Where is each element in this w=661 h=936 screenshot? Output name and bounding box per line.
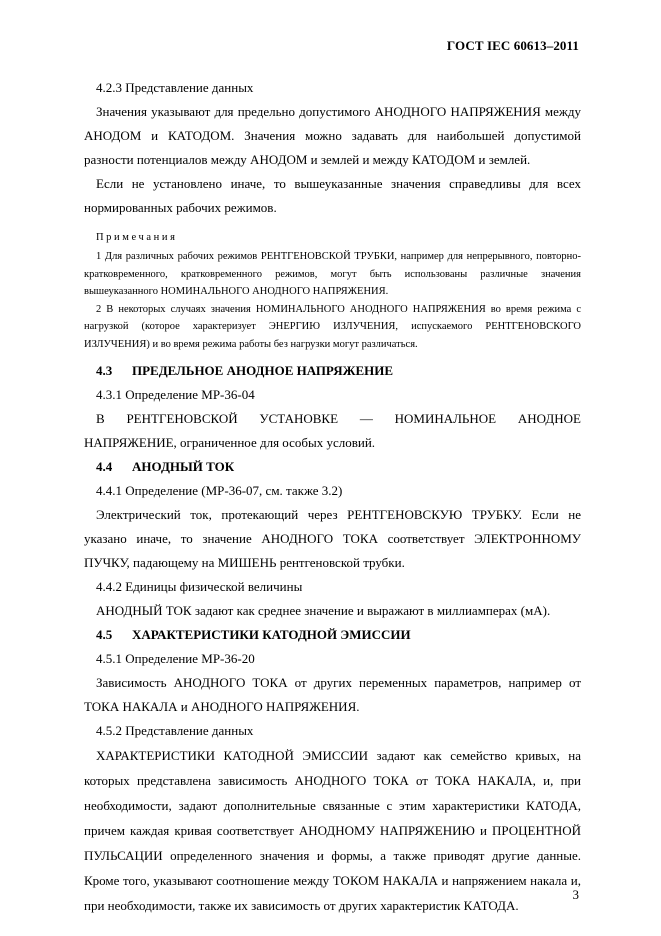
heading-4-5-number: 4.5 [96,627,113,642]
section-4-2-3-paragraph-1: Значения указывают для предельно допустимого АНОДНОГО НАПРЯЖЕНИЯ между АНОДОМ и КАТОДОМ. Значения можно задавать для наибольшей допустимой разности потенциалов между АНОДОМ и землей и между КАТОДОМ и землей. [84,104,581,167]
page-content [84,76,581,918]
section-4-4-1-paragraph-1: Электрический ток, протекающий через РЕНТГЕНОВСКУЮ ТРУБКУ. Если не указано иначе, то значение АНОДНОГО ТОКА соответствует ЭЛЕКТРОННОМУ ПУЧКУ, падающему на МИШЕНЬ рентгеновской трубки. [84,507,581,570]
section-4-4-1-title: 4.4.1 Определение (МР-36-07, см. также 3.2) [96,483,343,498]
section-4-2-3-title: 4.2.3 Представление данных [96,80,254,95]
heading-4-3-number: 4.3 [96,363,113,378]
page-number: 3 [572,887,579,902]
section-4-4-2-paragraph-1: АНОДНЫЙ ТОК задают как среднее значение и выражают в миллиамперах (мА). [96,603,551,618]
section-4-3-1-paragraph-1: В РЕНТГЕНОВСКОЙ УСТАНОВКЕ — НОМИНАЛЬНОЕ АНОДНОЕ НАПРЯЖЕНИЕ, ограниченное для особых условий. [84,411,581,450]
section-4-2-3-paragraph-2: Если не установлено иначе, то вышеуказанные значения справедливы для всех нормированных рабочих режимов. [84,176,581,215]
heading-4-4-text: АНОДНЫЙ ТОК [132,459,235,474]
section-4-4-2-title: 4.4.2 Единицы физической величины [96,579,303,594]
section-4-5-2-title: 4.5.2 Представление данных [96,723,254,738]
heading-4-5 [84,623,581,647]
note-2: 2 В некоторых случаях значения НОМИНАЛЬНОГО АНОДНОГО НАПРЯЖЕНИЯ во время режима с нагрузкой (которое характеризует ЭНЕРГИЮ ИЗЛУЧЕНИЯ, испускаемого РЕНТГЕНОВСКОГО ИЗЛУЧЕНИЯ) и во время режима работы без нагрузки могут различаться. [84,303,581,350]
section-4-5-1-title: 4.5.1 Определение МР-36-20 [96,651,255,666]
notes-title: Примечания [96,232,178,243]
section-4-3-1-title: 4.3.1 Определение МР-36-04 [96,387,255,402]
heading-4-3 [84,359,581,383]
heading-4-4 [84,455,581,479]
section-4-5-1-paragraph-1: Зависимость АНОДНОГО ТОКА от других переменных параметров, например от ТОКА НАКАЛА и АНОДНОГО НАПРЯЖЕНИЯ. [84,675,581,714]
note-1: 1 Для различных рабочих режимов РЕНТГЕНОВСКОЙ ТРУБКИ, например для непрерывного, повторно-кратковременного, кратковременного режимов, могут быть использованы различные значения вышеуказанного НОМИНАЛЬНОГО АНОДНОГО НАПРЯЖЕНИЯ. [84,251,581,297]
standard-code-header: ГОСТ IEC 60613–2011 [446,38,579,53]
heading-4-3-text: ПРЕДЕЛЬНОЕ АНОДНОЕ НАПРЯЖЕНИЕ [132,363,394,378]
section-4-5-2-paragraph-1: ХАРАКТЕРИСТИКИ КАТОДНОЙ ЭМИССИИ задают как семейство кривых, на которых представлена зависимость АНОДНОГО ТОКА от ТОКА НАКАЛА, и, при необходимости, задают дополнительные связанные с этим характеристики КАТОДА, причем каждая кривая соответствует АНОДНОМУ НАПРЯЖЕНИЮ и ПРОЦЕНТНОЙ ПУЛЬСАЦИИ определенного значения и формы, а также приводят другие данные. Кроме того, указывают соотношение между ТОКОМ НАКАЛА и напряжением накала и, при необходимости, также их зависимость от других характеристик КАТОДА. [84,748,581,913]
heading-4-5-text: ХАРАКТЕРИСТИКИ КАТОДНОЙ ЭМИССИИ [132,627,411,642]
heading-4-4-number: 4.4 [96,459,113,474]
